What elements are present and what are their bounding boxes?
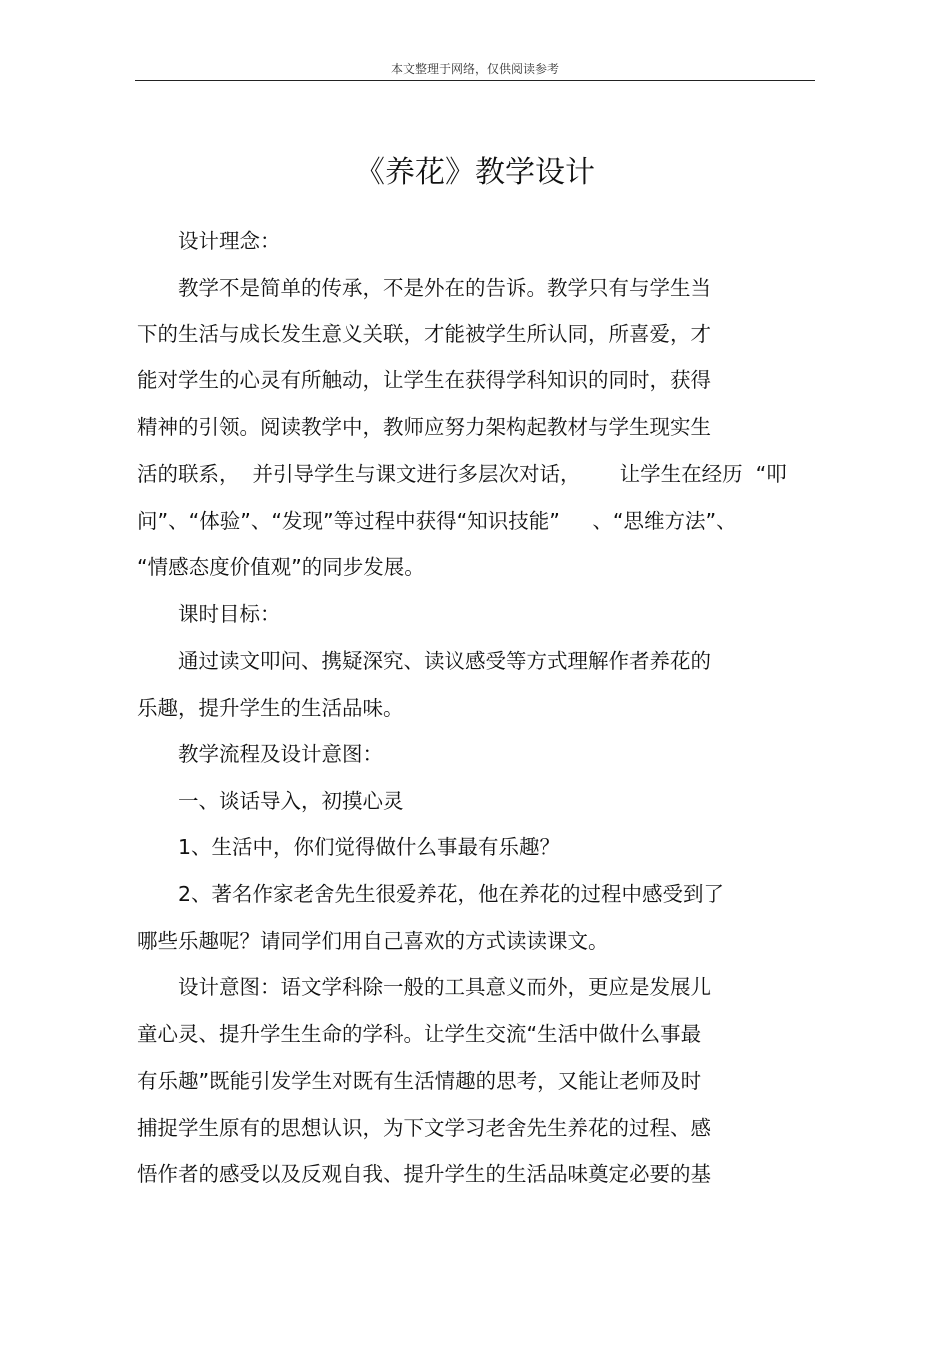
body-line: 教学不是简单的传承，不是外在的告诉。教学只有与学生当 [137, 276, 711, 300]
body-line: 课时目标： [137, 602, 281, 626]
body-line: 有乐趣”既能引发学生对既有生活情趣的思考，又能让老师及时 [137, 1069, 702, 1093]
body-line: 悟作者的感受以及反观自我、提升学生的生活品味奠定必要的基 [137, 1162, 711, 1186]
body-line: 捕捉学生原有的思想认识，为下文学习老舍先生养花的过程、感 [137, 1116, 711, 1140]
body-line: 活的联系， 并引导学生与课文进行多层次对话， 让学生在经历 “叩 [137, 462, 787, 486]
document-title: 《养花》教学设计 [355, 155, 595, 190]
body-line: 设计理念： [137, 229, 281, 253]
body-line: 2、著名作家老舍先生很爱养花，他在养花的过程中感受到了 [137, 882, 725, 906]
body-line: 一、谈话导入，初摸心灵 [137, 789, 404, 813]
body-line: 设计意图：语文学科除一般的工具意义而外，更应是发展儿 [137, 975, 711, 999]
body-line: 童心灵、提升学生生命的学科。让学生交流“生活中做什么事最 [137, 1022, 702, 1046]
body-line: 教学流程及设计意图： [137, 742, 383, 766]
body-line: 下的生活与成长发生意义关联，才能被学生所认同，所喜爱，才 [137, 322, 711, 346]
body-line: 1、生活中，你们觉得做什么事最有乐趣？ [137, 835, 561, 859]
body-line: 哪些乐趣呢？请同学们用自己喜欢的方式读读课文。 [137, 929, 609, 953]
body-line: 能对学生的心灵有所触动，让学生在获得学科知识的同时，获得 [137, 368, 711, 392]
body-line: 乐趣，提升学生的生活品味。 [137, 696, 404, 720]
header-divider [135, 80, 815, 81]
body-line: 通过读文叩问、携疑深究、读议感受等方式理解作者养花的 [137, 649, 711, 673]
body-line: 问”、“体验”、“发现”等过程中获得“知识技能” 、“思维方法”、 [137, 509, 737, 533]
body-line: “情感态度价值观”的同步发展。 [137, 555, 425, 579]
body-line: 精神的引领。阅读教学中，教师应努力架构起教材与学生现实生 [137, 415, 711, 439]
header-note: 本文整理于网络，仅供阅读参考 [390, 62, 559, 76]
